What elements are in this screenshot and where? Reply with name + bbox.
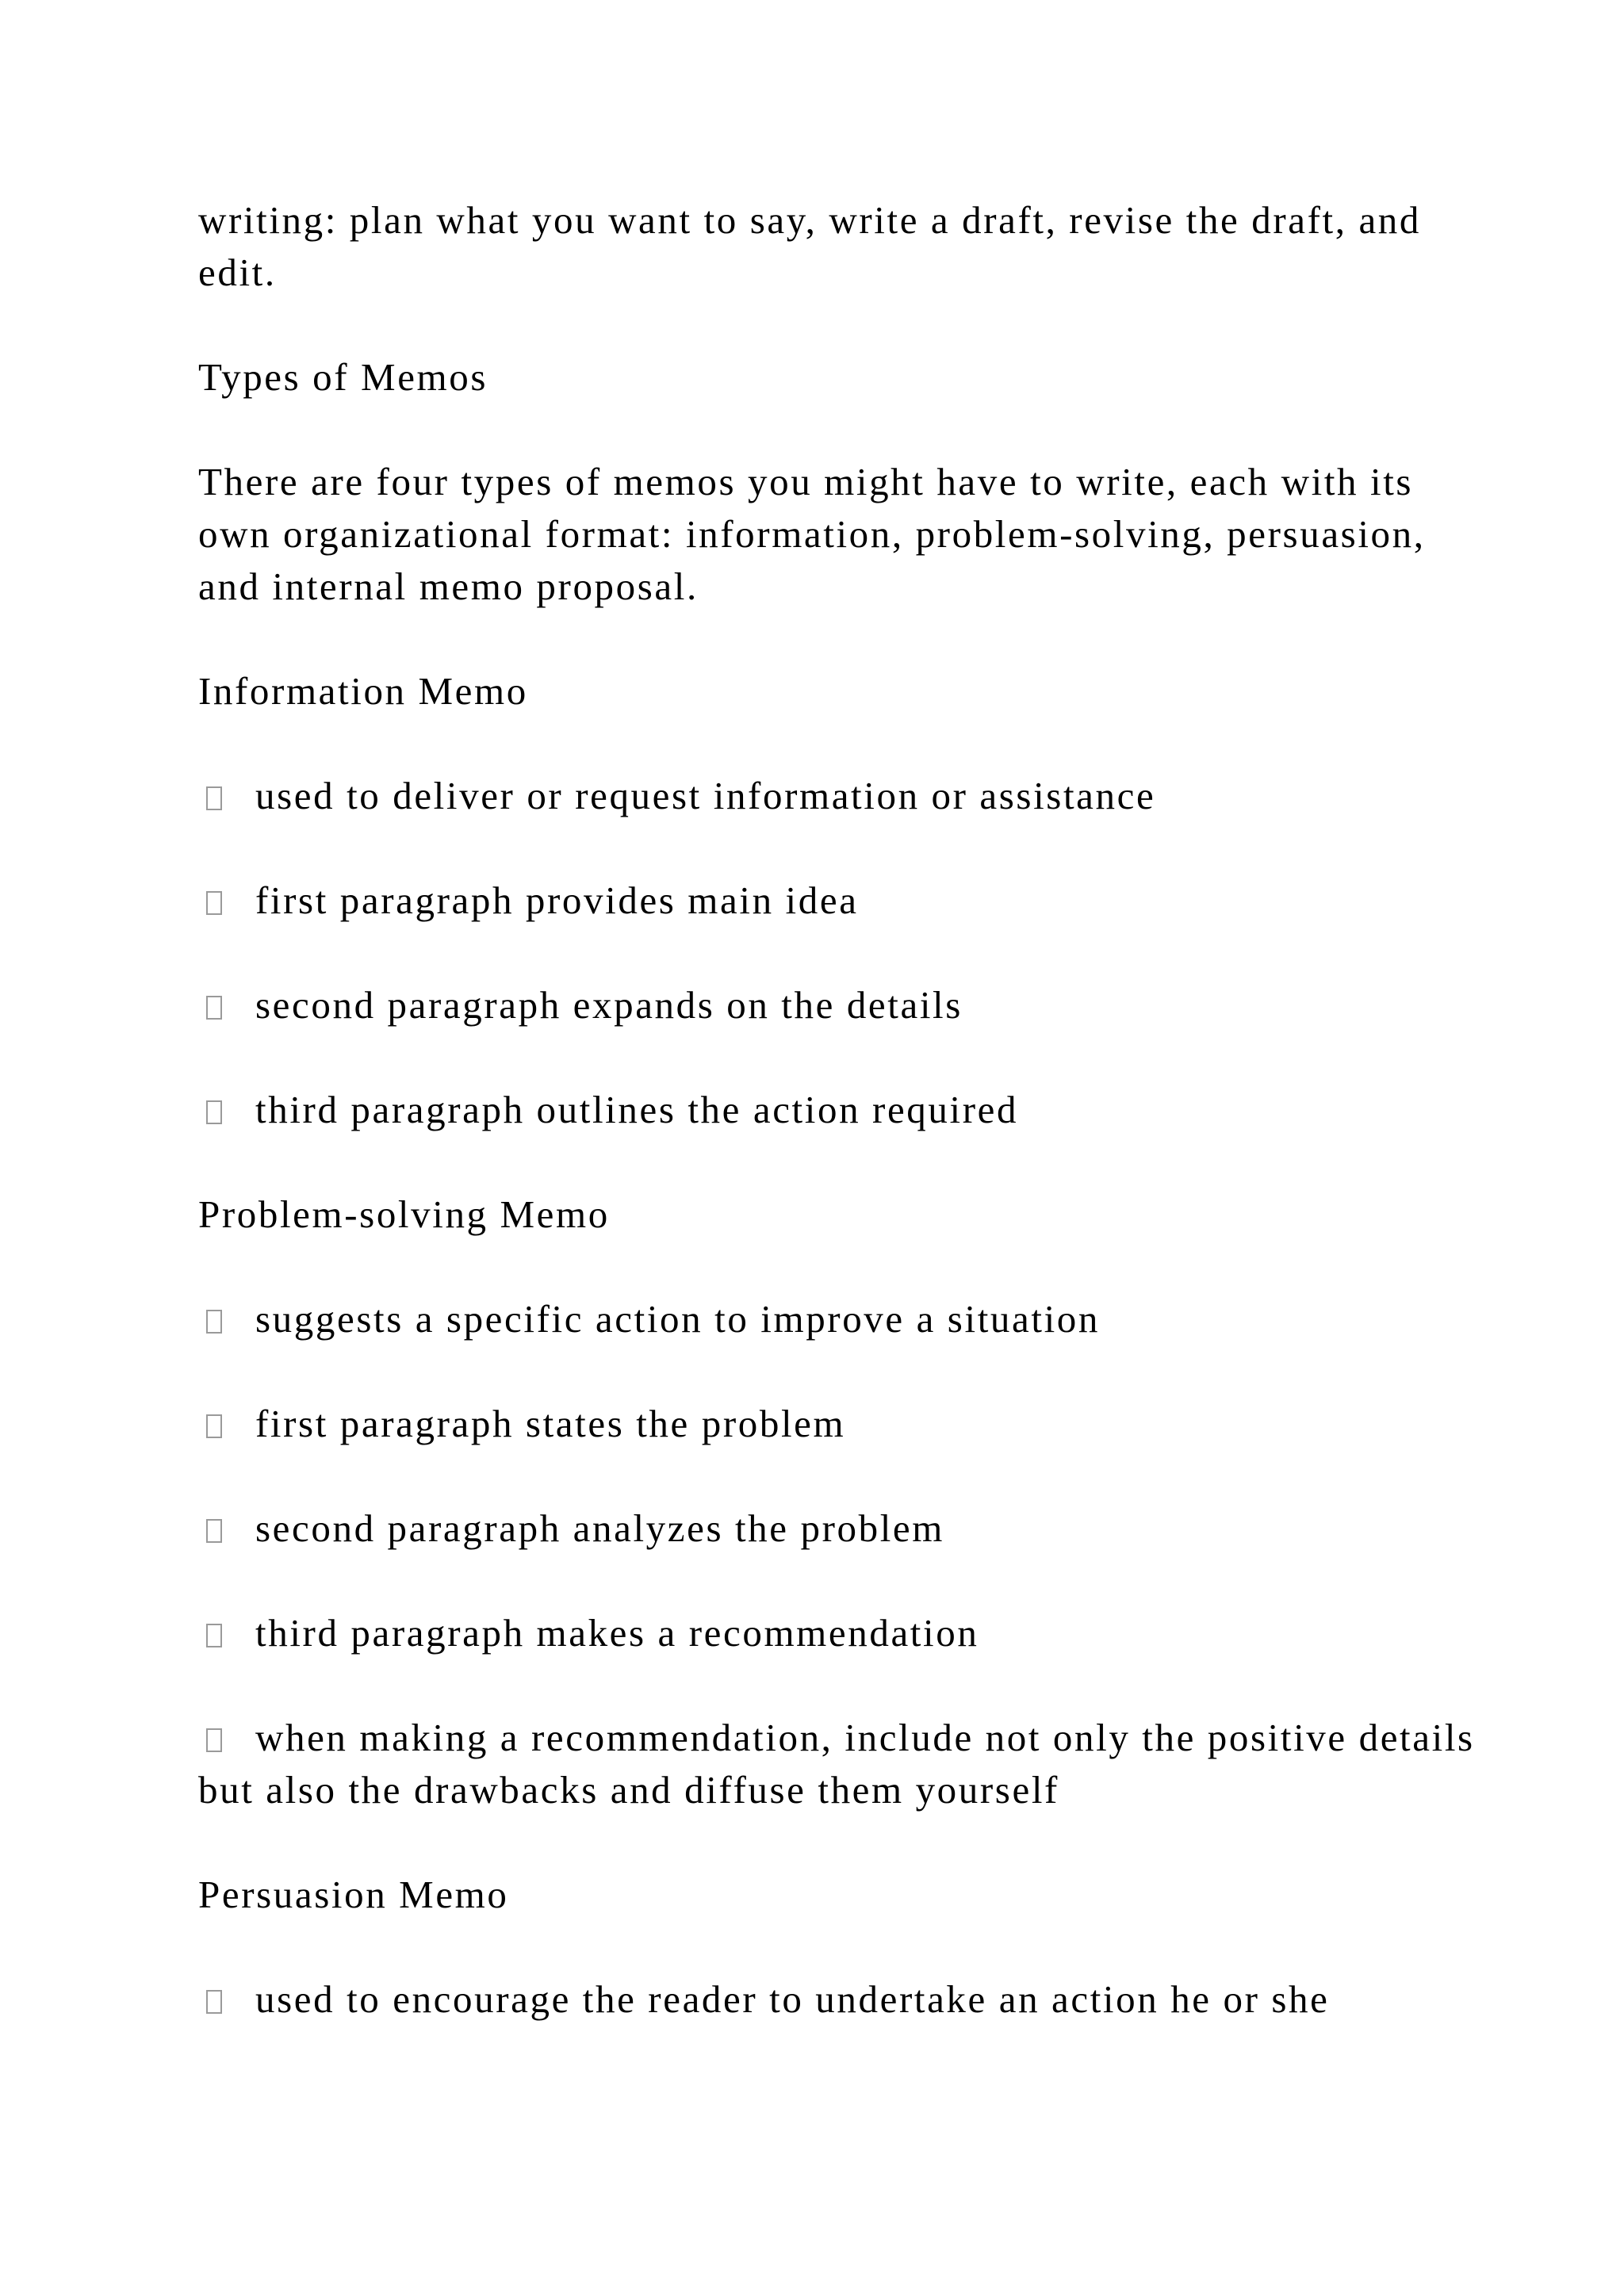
missing-glyph-icon — [206, 786, 222, 810]
list-item — [198, 1398, 1483, 1450]
list-item — [198, 979, 1483, 1031]
heading-persuasion-memo — [198, 1869, 1483, 1921]
list-item — [198, 1973, 1483, 2026]
missing-glyph-icon — [206, 1990, 222, 2014]
list-item-text: third paragraph outlines the action required — [255, 1088, 1019, 1131]
list-item — [198, 1712, 1483, 1816]
list-item-text: when making a recommendation, include not only the positive details but also the drawbacks and diffuse them yourself — [198, 1716, 1475, 1812]
list-item — [198, 1502, 1483, 1555]
paragraph-text: There are four types of memos you might have to write, each with its own organizational format: information, problem-solving, persuasion, and internal memo proposal. — [198, 460, 1426, 608]
missing-glyph-icon — [206, 996, 222, 1020]
heading-information-memo — [198, 665, 1483, 718]
missing-glyph-icon — [206, 1519, 222, 1543]
missing-glyph-icon — [206, 891, 222, 915]
list-item-text: used to encourage the reader to undertake an action he or she — [255, 1977, 1330, 2021]
heading-text: Problem-solving Memo — [198, 1192, 610, 1236]
heading-problem-solving-memo — [198, 1188, 1483, 1241]
list-item-text: first paragraph provides main idea — [255, 878, 859, 922]
list-item-text: first paragraph states the problem — [255, 1402, 846, 1445]
list-item-text: third paragraph makes a recommendation — [255, 1611, 979, 1655]
list-item — [198, 1084, 1483, 1136]
missing-glyph-icon — [206, 1624, 222, 1647]
heading-text: Persuasion Memo — [198, 1873, 509, 1916]
missing-glyph-icon — [206, 1100, 222, 1124]
list-item — [198, 1293, 1483, 1345]
list-item — [198, 874, 1483, 927]
missing-glyph-icon — [206, 1414, 222, 1438]
heading-text: Information Memo — [198, 669, 528, 713]
list-item — [198, 770, 1483, 822]
heading-types-of-memos — [198, 351, 1483, 404]
heading-text: Types of Memos — [198, 355, 488, 399]
missing-glyph-icon — [206, 1728, 222, 1752]
missing-glyph-icon — [206, 1310, 222, 1334]
document-body — [198, 194, 1483, 2078]
paragraph-four-types — [198, 456, 1483, 613]
list-item-text: second paragraph expands on the details — [255, 983, 963, 1027]
list-item-text: second paragraph analyzes the problem — [255, 1506, 944, 1550]
paragraph-text: writing: plan what you want to say, write a draft, revise the draft, and edit. — [198, 198, 1421, 294]
list-item-text: used to deliver or request information or assistance — [255, 774, 1156, 817]
list-item-text: suggests a specific action to improve a situation — [255, 1297, 1100, 1341]
list-item — [198, 1607, 1483, 1659]
paragraph-writing-process — [198, 194, 1483, 299]
